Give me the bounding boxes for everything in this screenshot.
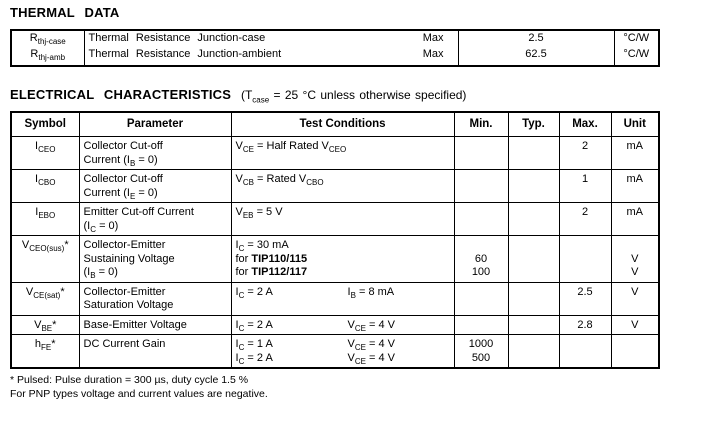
thermal-limit-label: Max bbox=[422, 47, 444, 60]
cell-typ bbox=[508, 137, 559, 170]
thermal-unit: °C/W bbox=[614, 47, 659, 67]
col-header-unit: Unit bbox=[611, 112, 659, 137]
cell-parameter: Collector Cut-off Current $(I_B = 0)$ bbox=[79, 137, 231, 170]
cell-unit: V bbox=[611, 282, 659, 315]
thermal-value: 2.5 bbox=[458, 30, 614, 47]
electrical-heading-note: ($T_{case} = 25$ °C unless otherwise specified) bbox=[240, 88, 467, 105]
electrical-row bbox=[11, 137, 659, 170]
cell-unit: mA bbox=[611, 170, 659, 203]
col-header-parameter: Parameter bbox=[79, 112, 231, 137]
thermal-table bbox=[10, 29, 660, 67]
thermal-value: 62.5 bbox=[458, 47, 614, 67]
electrical-characteristics-table bbox=[10, 111, 660, 369]
cell-symbol: $V_{BE}*$ bbox=[11, 315, 79, 335]
cell-symbol: $h_{FE}*$ bbox=[11, 335, 79, 369]
cell-typ bbox=[508, 203, 559, 236]
col-header-conditions: Test Conditions bbox=[231, 112, 454, 137]
cell-max: 2 bbox=[559, 203, 611, 236]
cell-conditions: $V_{CE}$ = Half Rated $V_{CEO}$ bbox=[231, 137, 454, 170]
cell-max: 1 bbox=[559, 170, 611, 203]
footnote-pulsed: * Pulsed: Pulse duration = 300 µs, duty cycle 1.5 % bbox=[10, 374, 249, 386]
cell-max bbox=[559, 335, 611, 369]
cell-symbol: $V_{CE(sat)}*$ bbox=[11, 282, 79, 315]
cell-min bbox=[454, 282, 508, 315]
electrical-row bbox=[11, 236, 659, 283]
cell-conditions: $I_C = 1$ A $V_{CE} = 4$ V $I_C = 2$ A $V_{CE} = 4$ V bbox=[231, 335, 454, 369]
cell-typ bbox=[508, 335, 559, 369]
cell-max bbox=[559, 236, 611, 283]
cell-symbol: $I_{CBO}$ bbox=[11, 170, 79, 203]
cell-min bbox=[454, 203, 508, 236]
electrical-row bbox=[11, 282, 659, 315]
thermal-symbol: $R_{thj-amb}$ bbox=[11, 47, 84, 67]
cell-symbol: $V_{CEO(sus)}*$ bbox=[11, 236, 79, 283]
electrical-row bbox=[11, 203, 659, 236]
cell-symbol: $I_{EBO}$ bbox=[11, 203, 79, 236]
cell-unit bbox=[611, 335, 659, 369]
thermal-limit-label: Max bbox=[422, 32, 444, 44]
thermal-parameter-label: Thermal Resistance Junction-ambient bbox=[88, 47, 282, 60]
cell-max: 2.5 bbox=[559, 282, 611, 315]
cell-min bbox=[454, 315, 508, 335]
cell-min: 60 100 bbox=[454, 236, 508, 283]
cell-parameter: Collector Cut-off Current $(I_E = 0)$ bbox=[79, 170, 231, 203]
cell-parameter: Collector-Emitter Saturation Voltage bbox=[79, 282, 231, 315]
col-header-symbol: Symbol bbox=[11, 112, 79, 137]
cell-min bbox=[454, 170, 508, 203]
thermal-row bbox=[11, 47, 659, 67]
cell-conditions: $I_C = 2$ A $I_B = 8$ mA bbox=[231, 282, 454, 315]
cell-max: 2.8 bbox=[559, 315, 611, 335]
electrical-characteristics-heading bbox=[10, 87, 713, 105]
cell-typ bbox=[508, 282, 559, 315]
cell-conditions: $V_{CB}$ = Rated $V_{CBO}$ bbox=[231, 170, 454, 203]
cell-conditions: $I_C = 30$ mA for TIP110/115 for TIP112/117 bbox=[231, 236, 454, 283]
thermal-row bbox=[11, 30, 659, 47]
col-header-typ: Typ. bbox=[508, 112, 559, 137]
cell-unit: V V bbox=[611, 236, 659, 283]
cell-typ bbox=[508, 236, 559, 283]
thermal-data-heading: THERMAL DATA bbox=[10, 5, 120, 20]
cell-unit: V bbox=[611, 315, 659, 335]
cell-min bbox=[454, 137, 508, 170]
cell-parameter: Base-Emitter Voltage bbox=[79, 315, 231, 335]
footnotes bbox=[10, 373, 713, 401]
col-header-min: Min. bbox=[454, 112, 508, 137]
cell-parameter: Emitter Cut-off Current $(I_C = 0)$ bbox=[79, 203, 231, 236]
electrical-row bbox=[11, 170, 659, 203]
cell-unit: mA bbox=[611, 203, 659, 236]
cell-unit: mA bbox=[611, 137, 659, 170]
cell-typ bbox=[508, 315, 559, 335]
electrical-row bbox=[11, 315, 659, 335]
col-header-max: Max. bbox=[559, 112, 611, 137]
cell-max: 2 bbox=[559, 137, 611, 170]
cell-typ bbox=[508, 170, 559, 203]
cell-conditions: $I_C = 2$ A $V_{CE} = 4$ V bbox=[231, 315, 454, 335]
cell-parameter: DC Current Gain bbox=[79, 335, 231, 369]
electrical-header-row bbox=[11, 112, 659, 137]
thermal-parameter-label: Thermal Resistance Junction-case bbox=[88, 32, 266, 44]
electrical-row bbox=[11, 335, 659, 369]
cell-conditions: $V_{EB} = 5$ V bbox=[231, 203, 454, 236]
thermal-symbol: $R_{thj-case}$ bbox=[11, 30, 84, 47]
cell-symbol: $I_{CEO}$ bbox=[11, 137, 79, 170]
footnote-pnp-note: For PNP types voltage and current values are negative. bbox=[10, 388, 268, 400]
thermal-parameter bbox=[84, 47, 458, 67]
cell-min: 1000 500 bbox=[454, 335, 508, 369]
electrical-heading-bold: ELECTRICAL CHARACTERISTICS bbox=[10, 87, 232, 102]
thermal-unit: °C/W bbox=[614, 30, 659, 47]
thermal-parameter bbox=[84, 30, 458, 47]
cell-parameter: Collector-Emitter Sustaining Voltage $(I_B = 0)$ bbox=[79, 236, 231, 283]
